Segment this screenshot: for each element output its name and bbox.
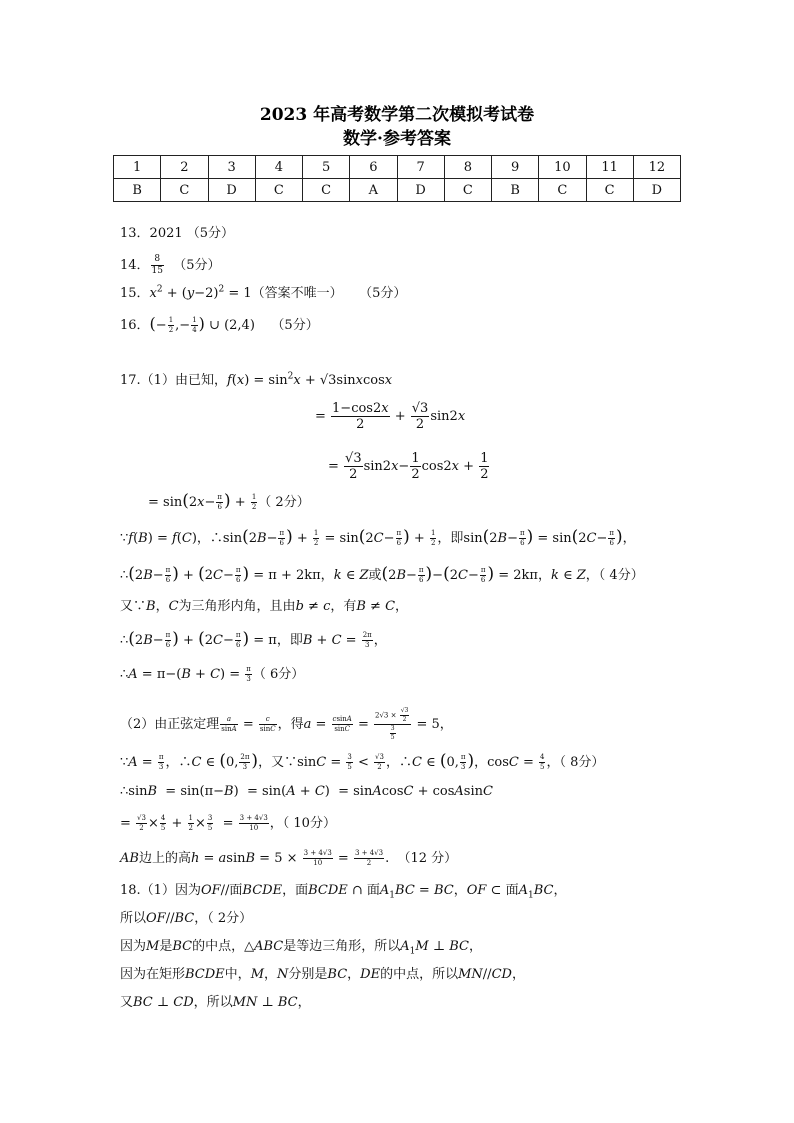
q17-line-2: = $\frac{1-\cos 2x}{2}$ + $\frac{√3}{2}$ sin2x bbox=[315, 401, 466, 432]
q17-line-12: ∴sinB = sin(π−B) = sin(A + C) = sinAcosC + cosAsinC bbox=[120, 784, 493, 799]
question-number-cell: 11 bbox=[586, 156, 633, 179]
answer-15: 15．$x^2 + (y-2)^2 = 1$（答案不唯一） （5分） bbox=[120, 284, 407, 301]
q18-line-1: 18.（1）因为OF//面BCDE，面BCDE ∩ 面$A_1BC$ = BC，OF ⊂ 面$A_1BC$， bbox=[120, 883, 567, 901]
q17-line-7: 又∵B，C为三角形内角，且由b ≠ c，有B ≠ C， bbox=[120, 599, 409, 614]
answer-cell: C bbox=[444, 179, 491, 202]
question-number-cell: 6 bbox=[350, 156, 397, 179]
question-number-cell: 1 bbox=[114, 156, 161, 179]
q17-line-1: 17.（1）由已知，$f(x) = \sin^2x$ + √3sinxcosx bbox=[120, 371, 393, 388]
answer-cell: B bbox=[114, 179, 161, 202]
answer-cell: B bbox=[492, 179, 539, 202]
answer-table-row-answers bbox=[114, 179, 681, 202]
answer-table bbox=[113, 155, 681, 202]
question-number-cell: 3 bbox=[208, 156, 255, 179]
q18-line-4: 因为在矩形BCDE中，M，N分别是BC，DE的中点，所以MN//CD， bbox=[120, 967, 525, 982]
q18-line-5: 又BC ⊥ CD，所以MN ⊥ BC， bbox=[120, 995, 311, 1010]
q18-line-2: 所以OF//BC，（ 2分） bbox=[120, 911, 253, 926]
answer-cell: A bbox=[350, 179, 397, 202]
q17-line-10: （2）由正弦定理 $\frac{a}{\sin A}$ = $\frac{c}{\sin C}$ ，得a = $\frac{csinA}{\sin C}$ = 2√3 × $\frac{√3}{2}$ $\frac{3}{5}$ = 5， bbox=[120, 707, 453, 741]
answer-16: 16．(− $\frac{1}{2}$ ,− $\frac{1}{4}$ ) ∪ (2,4) （5分） bbox=[120, 314, 319, 334]
q18-line-3: 因为M是BC的中点，△ABC是等边三角形，所以$A_1M$ ⊥ BC， bbox=[120, 939, 482, 957]
page-subtitle: 数学·参考答案 bbox=[343, 129, 451, 149]
answer-14: 14． $\frac{8}{15}$ （5分） bbox=[120, 254, 221, 276]
answer-table-row-numbers bbox=[114, 156, 681, 179]
q17-line-14: AB边上的高h = asinB = 5 × $\frac{3 + 4√3}{10}$ = $\frac{3 + 4√3}{2}$ . （12 分） bbox=[120, 849, 458, 867]
answer-cell: C bbox=[303, 179, 350, 202]
question-number-cell: 8 bbox=[444, 156, 491, 179]
q17-line-13: = $\frac{√3}{2}$ × $\frac{4}{5}$ + $\frac{1}{2}$ × $\frac{3}{5}$ = $\frac{3 + 4√3}{10}$ ，（ 10分） bbox=[120, 814, 336, 832]
question-number-cell: 9 bbox=[492, 156, 539, 179]
q17-line-4: = sin(2x− $\frac{\pi}{6}$ ) + $\frac{1}{2}$ （ 2分） bbox=[148, 491, 310, 511]
answer-cell: D bbox=[397, 179, 444, 202]
q17-line-8: ∴(2B− $\frac{\pi}{6}$ ) + (2C− $\frac{\pi}{6}$ ) = π，即B + C = $\frac{2\pi}{3}$ ， bbox=[120, 629, 387, 649]
answer-cell: C bbox=[255, 179, 302, 202]
answer-cell: C bbox=[586, 179, 633, 202]
answer-cell: D bbox=[633, 179, 680, 202]
q17-line-3: = $\frac{√3}{2}$ sin2x− $\frac{1}{2}$ cos2x + $\frac{1}{2}$ bbox=[328, 451, 489, 482]
q17-line-9: ∴A = π−(B + C) = $\frac{\pi}{3}$ （ 6分） bbox=[120, 665, 305, 683]
question-number-cell: 4 bbox=[255, 156, 302, 179]
question-number-cell: 2 bbox=[161, 156, 208, 179]
question-number-cell: 7 bbox=[397, 156, 444, 179]
question-number-cell: 12 bbox=[633, 156, 680, 179]
q17-line-5: ∵f(B) = f(C)，∴sin(2B− $\frac{\pi}{6}$ ) + $\frac{1}{2}$ = sin(2C− $\frac{\pi}{6}$ ) + $\frac{1}{2}$ ，即sin(2B− $\frac{\pi}{6}$ ) = sin(2C− $\frac{\pi}{6}$ )， bbox=[120, 527, 636, 547]
answer-cell: D bbox=[208, 179, 255, 202]
answer-cell: C bbox=[161, 179, 208, 202]
answer-cell: C bbox=[539, 179, 586, 202]
page-title: 2023 年高考数学第二次模拟考试卷 bbox=[259, 105, 535, 125]
question-number-cell: 10 bbox=[539, 156, 586, 179]
q17-line-11: ∵A = $\frac{\pi}{3}$ ，∴C ∈ (0, $\frac{2\pi}{3}$ )，又∵sinC = $\frac{3}{5}$ < $\frac{√3}{2}$ ，∴C ∈ (0, $\frac{\pi}{3}$ )，cosC = $\frac{4}{5}$ ，（ 8分） bbox=[120, 751, 605, 771]
q17-line-6: ∴(2B− $\frac{\pi}{6}$ ) + (2C− $\frac{\pi}{6}$ ) = π + 2kπ，k ∈ Z或(2B− $\frac{\pi}{6}$ )−(2C− $\frac{\pi}{6}$ ) = 2kπ，k ∈ Z，（ 4分） bbox=[120, 564, 644, 584]
answer-13: 13．2021 （5分） bbox=[120, 226, 235, 241]
question-number-cell: 5 bbox=[303, 156, 350, 179]
